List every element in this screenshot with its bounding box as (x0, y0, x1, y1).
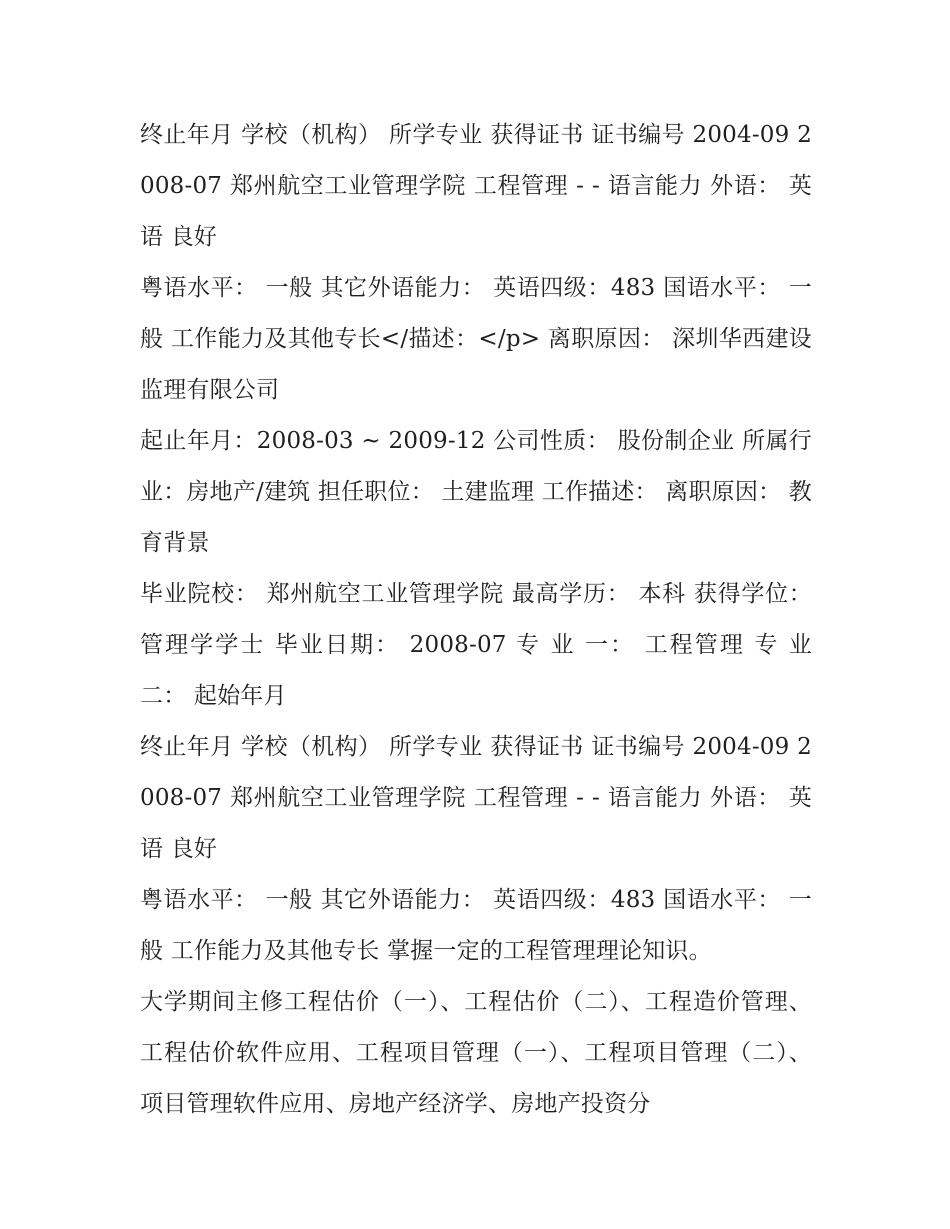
paragraph-education-background: 毕业院校： 郑州航空工业管理学院 最高学历： 本科 获得学位： 管理学学士 毕业日期： 2008-07 专 业 一： 工程管理 专 业 二： 起始年月 (140, 581, 812, 709)
paragraph-language-skills-2: 粤语水平： 一般 其它外语能力： 英语四级：483 国语水平： 一般 工作能力及其他专长 掌握一定的工程管理理论知识。 (140, 887, 812, 964)
paragraph-work-experience: 起止年月：2008-03 ~ 2009-12 公司性质： 股份制企业 所属行业：房地产/建筑 担任职位： 土建监理 工作描述： 离职原因： 教育背景 (140, 428, 812, 556)
paragraph-language-skills-1: 粤语水平： 一般 其它外语能力： 英语四级：483 国语水平： 一般 工作能力及其他专长</描述：</p> 离职原因： 深圳华西建设监理有限公司 (140, 275, 812, 403)
document-body (140, 110, 812, 1130)
paragraph-education-history-2: 终止年月 学校（机构） 所学专业 获得证书 证书编号 2004-09 2008-07 郑州航空工业管理学院 工程管理 - - 语言能力 外语： 英语 良好 (140, 734, 812, 862)
paragraph-courses: 大学期间主修工程估价（一）、工程估价（二）、工程造价管理、工程估价软件应用、工程项目管理（一）、工程项目管理（二）、项目管理软件应用、房地产经济学、房地产投资分 (140, 989, 812, 1117)
paragraph-education-history-1: 终止年月 学校（机构） 所学专业 获得证书 证书编号 2004-09 2008-07 郑州航空工业管理学院 工程管理 - - 语言能力 外语： 英语 良好 (140, 122, 812, 250)
